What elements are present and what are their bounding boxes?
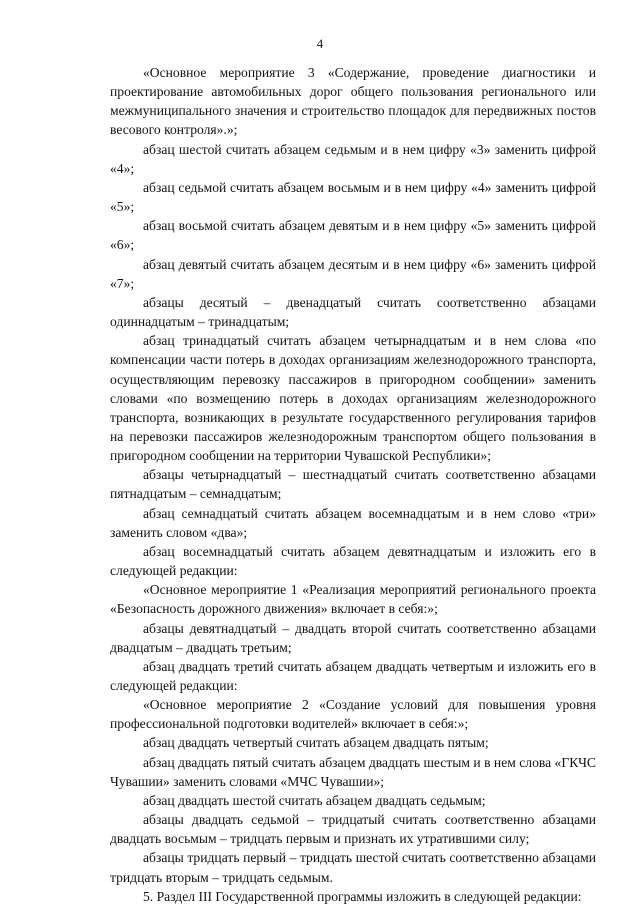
paragraph: абзац шестой считать абзацем седьмым и в нем цифру «3» заменить цифрой «4»; [110, 141, 596, 176]
paragraph: абзацы десятый – двенадцатый считать соответственно абзацами одиннадцатым – тринадцатым; [110, 294, 596, 330]
document-body [110, 63, 596, 906]
paragraph: абзац двадцать пятый считать абзацем двадцать шестым и в нем слова «ГКЧС Чувашии» заменить словами «МЧС Чувашии»; [110, 754, 596, 789]
paragraph: 5. Раздел III Государственной программы изложить в следующей редакции: [143, 888, 582, 904]
page-number: 4 [316, 36, 324, 51]
paragraph: абзац тринадцатый считать абзацем четырнадцатым и в нем слова «по компенсации части потерь в доходах организациям железнодорожного транспорта, осуществляющим перевозку пассажиров в пригородном сообщении» заменить словами «по возмещению потерь в доходах организациям железнодорожного транспорта, возникающих в результате государственного регулирования тарифов на перевозки пассажиров железнодорожным транспортом общего пользования в пригородном сообщении на территории Чувашской Республики»; [110, 333, 596, 464]
paragraph: абзацы двадцать седьмой – тридцатый считать соответственно абзацами двадцать восьмым – тридцать первым и признать их утратившими силу; [110, 812, 596, 847]
paragraph: абзацы четырнадцатый – шестнадцатый считать соответственно абзацами пятнадцатым – семнадцатым; [110, 467, 596, 502]
paragraph: «Основное мероприятие 2 «Создание условий для повышения уровня профессиональной подготовки водителей» включает в себя:»; [110, 697, 596, 732]
paragraph: абзац двадцать шестой считать абзацем двадцать седьмым; [143, 792, 486, 808]
paragraph: абзацы девятнадцатый – двадцать второй считать соответственно абзацами двадцатым – двадцать третьим; [110, 620, 596, 655]
paragraph: абзац восемнадцатый считать абзацем девятнадцатым и изложить его в следующей редакции: [110, 543, 596, 579]
paragraph: абзац двадцать четвертый считать абзацем двадцать пятым; [143, 735, 489, 751]
paragraph: «Основное мероприятие 3 «Содержание, проведение диагностики и проектирование автомобильных дорог общего пользования регионального или межмуниципального значения и строительство площадок для передвижных постов весового контроля».»; [110, 65, 596, 138]
paragraph: абзац семнадцатый считать абзацем восемнадцатым и в нем слово «три» заменить словом «два»; [110, 505, 596, 540]
paragraph: абзац девятый считать абзацем десятым и в нем цифру «6» заменить цифрой «7»; [110, 256, 596, 291]
paragraph: абзац седьмой считать абзацем восьмым и в нем цифру «4» заменить цифрой «5»; [110, 179, 596, 215]
paragraph: абзацы тридцать первый – тридцать шестой считать соответственно абзацами тридцать вторым – тридцать седьмым. [110, 850, 596, 885]
paragraph: «Основное мероприятие 1 «Реализация мероприятий регионального проекта «Безопасность дорожного движения» включает в себя:»; [110, 582, 596, 617]
paragraph: абзац восьмой считать абзацем девятым и в нем цифру «5» заменить цифрой «6»; [110, 218, 596, 253]
paragraph: абзац двадцать третий считать абзацем двадцать четвертым и изложить его в следующей редакции: [110, 658, 596, 693]
